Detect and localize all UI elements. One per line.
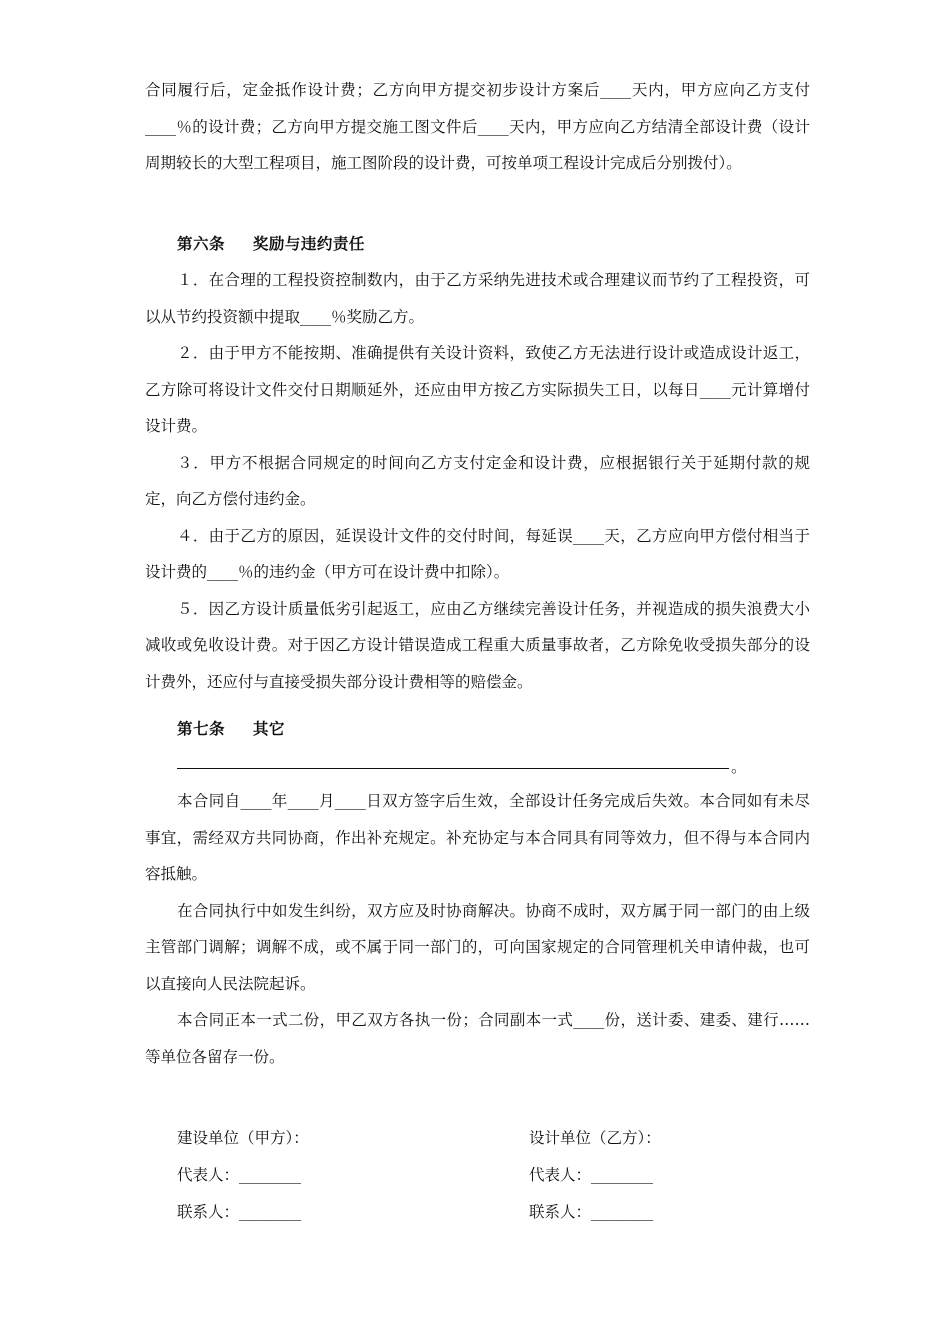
article6-heading <box>177 232 365 254</box>
article7-heading <box>177 717 285 739</box>
article6-items <box>145 262 810 700</box>
section5-tail-text: 合同履行后，定金抵作设计费；乙方向甲方提交初步设计方案后____天内，甲方应向乙方支付____％的设计费；乙方向甲方提交施工图文件后____天内，甲方应向乙方结清全部设计费（设计周期较长的大型工程项目，施工图阶段的设计费，可按单项工程设计完成后分别拨付）。 <box>145 81 810 172</box>
party-b-contact: 联系人：________ <box>529 1203 654 1221</box>
party-b-representative: 代表人：________ <box>529 1166 654 1184</box>
article6-item-3: ３．甲方不根据合同规定的时间向乙方支付定金和设计费，应根据银行关于延期付款的规定，向乙方偿付违约金。 <box>145 453 810 508</box>
blank-fill-line <box>177 768 729 769</box>
article6-number: 第六条 <box>177 234 226 253</box>
party-a-representative: 代表人：________ <box>177 1166 302 1184</box>
article7-title: 其它 <box>252 719 285 738</box>
article7-number: 第七条 <box>177 719 226 738</box>
blank-line-end: 。 <box>731 758 747 776</box>
article6-item-4: ４．由于乙方的原因，延误设计文件的交付时间，每延误____天，乙方应向甲方偿付相当于设计费的____％的违约金（甲方可在设计费中扣除）。 <box>145 526 810 581</box>
article6-item-2: ２．由于甲方不能按期、准确提供有关设计资料，致使乙方无法进行设计或造成设计返工，乙方除可将设计文件交付日期顺延外，还应由甲方按乙方实际损失工日，以每日____元计算增付设计费。 <box>145 344 810 435</box>
party-a-contact: 联系人：________ <box>177 1203 302 1221</box>
party-b-unit: 设计单位（乙方）： <box>529 1129 661 1147</box>
article6-item-5: ５．因乙方设计质量低劣引起返工，应由乙方继续完善设计任务，并视造成的损失浪费大小减收或免收设计费。对于因乙方设计错误造成工程重大质量事故者，乙方除免收受损失部分的设计费外，还应付与直接受损失部分设计费相等的赔偿金。 <box>145 599 810 691</box>
article6-title: 奖励与违约责任 <box>252 234 365 253</box>
article7-para-2: 在合同执行中如发生纠纷，双方应及时协商解决。协商不成时，双方属于同一部门的由上级主管部门调解；调解不成，或不属于同一部门的，可向国家规定的合同管理机关申请仲裁，也可以直接向人民法院起诉。 <box>145 901 810 993</box>
article7-para-3: 本合同正本一式二份，甲乙双方各执一份；合同副本一式____份，送计委、建委、建行……等单位各留存一份。 <box>145 1011 810 1066</box>
article6-item-1: １．在合理的工程投资控制数内，由于乙方采纳先进技术或合理建议而节约了工程投资，可以从节约投资额中提取____％奖励乙方。 <box>145 271 810 326</box>
party-a-unit: 建设单位（甲方）： <box>177 1129 309 1147</box>
section5-tail <box>145 72 810 182</box>
article7-para-1: 本合同自____年____月____日双方签字后生效，全部设计任务完成后失效。本合同如有未尽事宜，需经双方共同协商，作出补充规定。补充协定与本合同具有同等效力，但不得与本合同内容抵触。 <box>145 792 810 883</box>
article7-paragraphs <box>145 783 810 1075</box>
